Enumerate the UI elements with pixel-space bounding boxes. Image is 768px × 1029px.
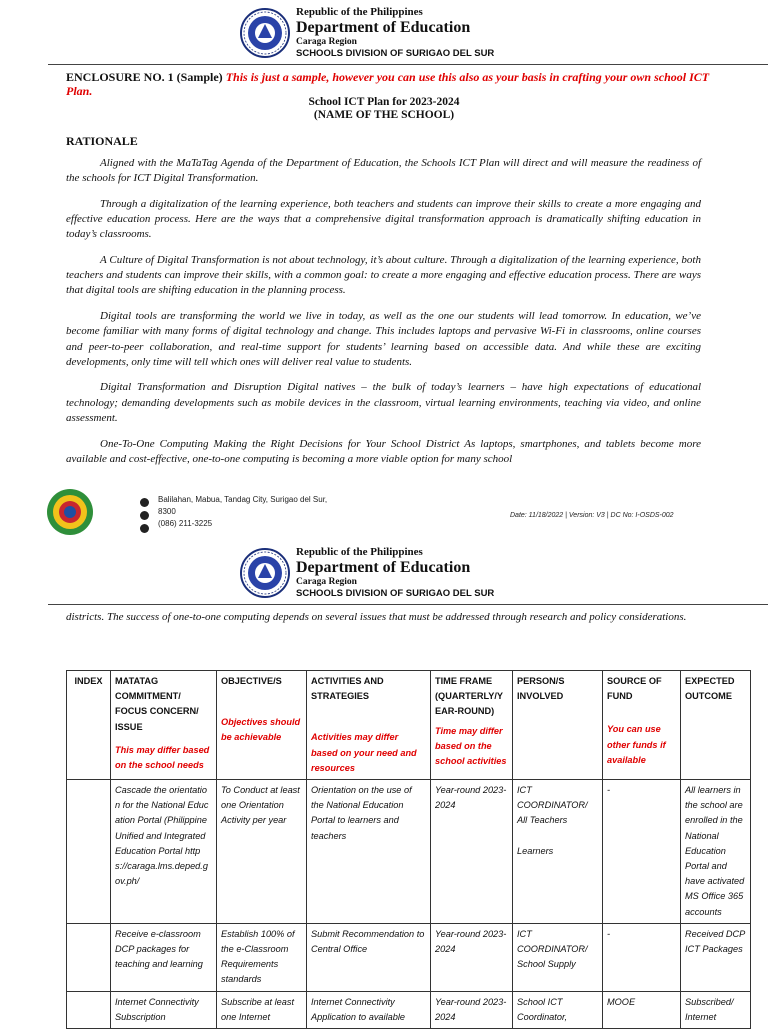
enclosure-line xyxy=(66,70,716,98)
cell-commitment: Internet Connectivity Subscription xyxy=(111,991,217,1028)
page-2 xyxy=(0,540,768,1024)
cell-activities: Orientation on the use of the National Education Portal to learners and teachers xyxy=(307,780,431,924)
col-header-fund: SOURCE OF FUND You can use other funds if available xyxy=(603,671,681,780)
enclosure-note: This is just a sample, however you can use this also as your basis in crafting your own school ICT Plan. xyxy=(66,70,710,98)
school-name-placeholder: (NAME OF THE SCHOOL) xyxy=(313,109,455,121)
cell-fund: - xyxy=(603,780,681,924)
col-header-persons: PERSON/S INVOLVED xyxy=(513,671,603,780)
cell-outcome: All learners in the school are enrolled in the National Education Portal and have activated MS Office 365 accounts xyxy=(681,780,751,924)
cell-activities: Internet Connectivity Application to available xyxy=(307,991,431,1028)
cell-activities: Submit Recommendation to Central Office xyxy=(307,923,431,991)
plan-title: School ICT Plan for 2023-2024 xyxy=(308,96,460,108)
letterhead xyxy=(240,6,530,62)
paragraph: Aligned with the MaTaTag Agenda of the Department of Education, the Schools ICT Plan will direct and will measure the readiness of the schools for ICT Digital Transformation. xyxy=(66,157,701,185)
page-1 xyxy=(0,0,768,478)
cell-fund: MOOE xyxy=(603,991,681,1028)
department-label: Department of Education xyxy=(296,559,471,576)
contact-icons xyxy=(140,498,152,537)
paragraph: One-To-One Computing Making the Right Decisions for Your School District As laptops, smartphones, and tablets become more available and cost-effective, one-to-one computing is becoming a more viable option for many school xyxy=(66,437,701,465)
location-icon xyxy=(140,498,149,507)
address-line-1: Balilahan, Mabua, Tandag City, Surigao del Sur, xyxy=(158,495,328,504)
rationale-heading: RATIONALE xyxy=(66,134,138,148)
cell-objective: To Conduct at least one Orientation Activity per year xyxy=(217,780,307,924)
table-row xyxy=(67,991,751,1028)
col-header-objective: OBJECTIVE/S Objectives should be achievable xyxy=(217,671,307,780)
cell-persons: ICT COORDINATOR/ School Supply xyxy=(513,923,603,991)
col-header-activities: ACTIVITIES AND STRATEGIES Activities may differ based on your need and resources xyxy=(307,671,431,780)
address-line-2: 8300 xyxy=(158,507,176,516)
document-info: Date: 11/18/2022 | Version: V3 | DC No: I-OSDS-002 xyxy=(510,512,674,519)
region-label: Caraga Region xyxy=(296,577,357,587)
column-note: Activities may differ based on your need and resources xyxy=(311,732,417,773)
enclosure-label: ENCLOSURE NO. 1 (Sample) xyxy=(66,70,223,84)
division-label: SCHOOLS DIVISION OF SURIGAO DEL SUR xyxy=(296,588,495,599)
paragraph: Digital tools are transforming the world we live in today, as well as the one our students will lead tomorrow. In education, we’ve become familiar with many forms of digital technology and change. This includes laptops and pervasive Wi-Fi in classrooms, online courses and peer-to-peer collaboration, and real-time support for students’ learning based on accessible data. And while these are exciting developments, only time will tell which ones will deliver real value to students. xyxy=(66,310,701,368)
phone-icon xyxy=(140,524,149,533)
cell-timeframe: Year-round 2023-2024 xyxy=(431,780,513,924)
cell-objective: Establish 100% of the e-Classroom Requirements standards xyxy=(217,923,307,991)
cell-outcome: Received DCP ICT Packages xyxy=(681,923,751,991)
column-note: This may differ based on the school needs xyxy=(115,744,210,771)
cell-timeframe: Year-round 2023-2024 xyxy=(431,991,513,1028)
cell-index xyxy=(67,780,111,924)
footer-address xyxy=(158,494,327,530)
cell-outcome: Subscribed/ Internet xyxy=(681,991,751,1028)
table-row xyxy=(67,780,751,924)
mail-icon xyxy=(140,511,149,520)
header-rule xyxy=(48,604,768,605)
letterhead-text xyxy=(296,6,494,60)
table-row xyxy=(67,923,751,991)
column-note: You can use other funds if available xyxy=(607,724,666,765)
department-label: Department of Education xyxy=(296,19,471,36)
rationale-body xyxy=(66,156,701,477)
paragraph: Digital Transformation and Disruption Digital natives – the bulk of today’s learners – have high expectations of educational technology; demanding developments such as mobile devices in the classroom, virtual learning environments, teaching via video, and online assessment. xyxy=(66,381,701,424)
deped-seal-icon xyxy=(240,548,290,598)
division-logo-icon xyxy=(46,488,94,536)
paragraph: Through a digitalization of the learning experience, both teachers and students can improve their skills to create a more engaging and effective education process. Here are the ways that a comprehensive digital transformation approach is dramatically shifting education in today’s classrooms. xyxy=(66,197,701,241)
deped-seal-icon xyxy=(240,8,290,58)
col-header-outcome: EXPECTED OUTCOME xyxy=(681,671,751,780)
cell-objective: Subscribe at least one Internet xyxy=(217,991,307,1028)
republic-label: Republic of the Philippines xyxy=(296,546,423,558)
cell-timeframe: Year-round 2023-2024 xyxy=(431,923,513,991)
cell-fund: - xyxy=(603,923,681,991)
page-footer xyxy=(40,484,740,540)
cell-persons: ICT COORDINATOR/ All Teachers Learners xyxy=(513,780,603,924)
header-rule xyxy=(48,64,768,65)
continuation-paragraph: districts. The success of one-to-one computing depends on several issues that must be addressed through research and policy considerations. xyxy=(66,611,687,623)
column-note: Objectives should be achievable xyxy=(221,717,301,743)
ict-plan-table xyxy=(66,670,751,1029)
letterhead xyxy=(240,546,530,602)
cell-persons: School ICT Coordinator, xyxy=(513,991,603,1028)
cell-index xyxy=(67,991,111,1028)
division-label: SCHOOLS DIVISION OF SURIGAO DEL SUR xyxy=(296,48,495,59)
phone-number: (086) 211-3225 xyxy=(158,519,213,528)
cell-commitment: Cascade the orientation for the National Education Portal (Philippine Unified and Integrated Education Portal https://caraga.lms.deped.gov.ph/ xyxy=(111,780,217,924)
region-label: Caraga Region xyxy=(296,37,357,47)
republic-label: Republic of the Philippines xyxy=(296,6,423,18)
continuation-text xyxy=(66,610,701,625)
letterhead-text xyxy=(296,546,494,600)
col-header-timeframe: TIME FRAME (QUARTERLY/Y EAR-ROUND) Time may differ based on the school activities xyxy=(431,671,513,780)
cell-commitment: Receive e-classroom DCP packages for teaching and learning xyxy=(111,923,217,991)
cell-index xyxy=(67,923,111,991)
table-header-row xyxy=(67,671,751,780)
paragraph: A Culture of Digital Transformation is not about technology, it’s about culture. Through a digitalization of the learning experience, both teachers and students can improve their skills, with a common goal: to create a more engaging and effective education process. There are ways that digital tools are shifting education in the planning process. xyxy=(66,254,701,297)
column-note: Time may differ based on the school activities xyxy=(435,725,507,767)
col-header-commitment: MATATAG COMMITMENT/ FOCUS CONCERN/ ISSUE This may differ based on the school needs xyxy=(111,671,217,780)
col-header-index: INDEX xyxy=(67,671,111,780)
